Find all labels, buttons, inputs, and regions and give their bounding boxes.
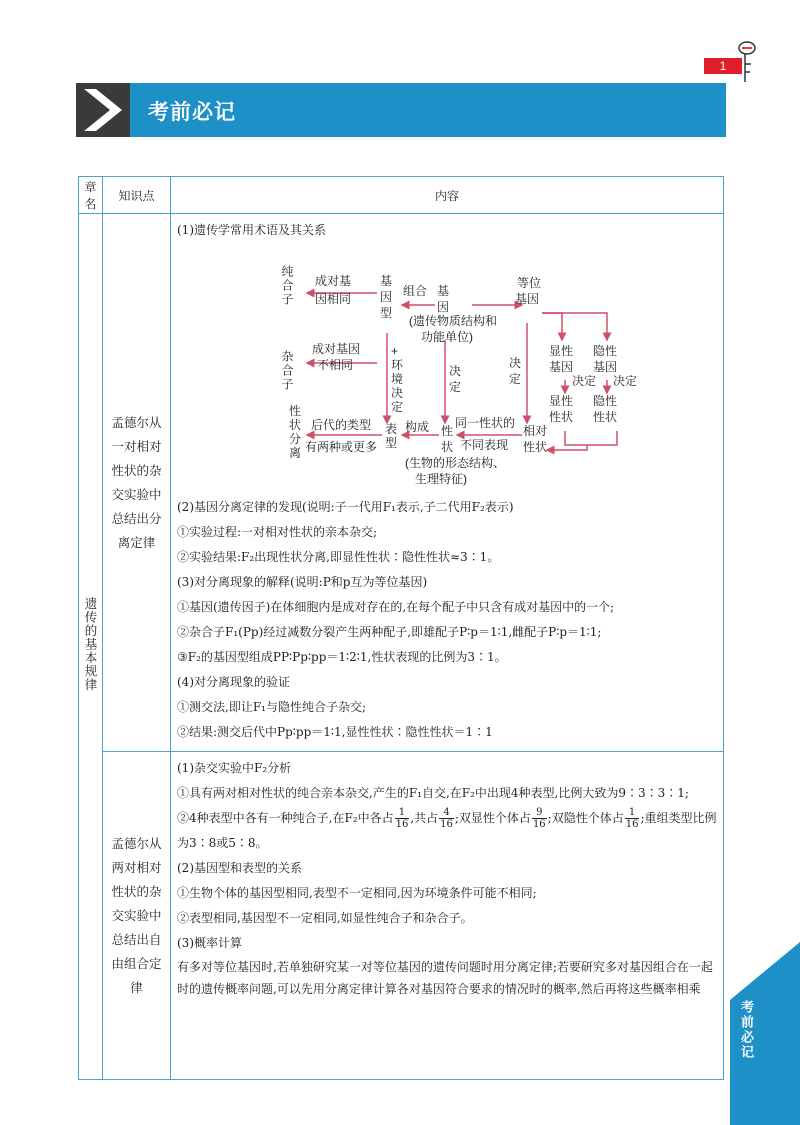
- header-content: 内容: [171, 177, 724, 214]
- denominator: 16: [395, 819, 409, 830]
- text-line: (3)概率计算: [177, 936, 242, 950]
- knowledge-point-2: [103, 752, 171, 1080]
- numerator: 9: [532, 807, 547, 819]
- diag-offspring-1: 后代的类型: [311, 418, 372, 432]
- diag-env-3: 境: [391, 372, 404, 386]
- text-span: ;双显性个体占: [454, 811, 531, 825]
- text-line: ②结果:测交后代中Pp∶pp＝1∶1,显性性状∶隐性性状＝1∶1: [177, 725, 493, 739]
- text-line: ②杂合子F₁(Pp)经过减数分裂产生两种配子,即雄配子P∶p＝1∶1,雌配子P∶p＝1∶1;: [177, 625, 602, 639]
- text-line: ③F₂的基因型组成PP∶Pp∶pp＝1∶2∶1,性状表现的比例为3∶1。: [177, 650, 507, 664]
- diag-hetero: 杂合子: [280, 350, 294, 392]
- text-span: ;双隐性个体占: [547, 811, 624, 825]
- diag-env-2: 环: [391, 358, 404, 372]
- diag-combine: 组合: [403, 284, 428, 298]
- diag-dom-gene-1: 显性: [549, 344, 574, 358]
- diag-gene-2: 因: [437, 300, 450, 314]
- chapter-name: 遗传的基本规律: [83, 597, 98, 692]
- diag-allele-2: 基因: [515, 292, 540, 306]
- diag-decide-left-1: 决: [449, 364, 462, 378]
- text-span: ;重组类型比例为3∶8或5∶8。: [177, 811, 717, 850]
- diag-gene-note-1: (遗传物质结构和: [409, 314, 497, 328]
- diag-decide-left-2: 定: [449, 380, 462, 394]
- header-knowledge: 知识点: [103, 177, 171, 214]
- page-title: 考前必记: [148, 100, 236, 124]
- diag-relative-2: 性状: [523, 440, 548, 454]
- chevron-right-icon: [76, 83, 130, 137]
- diag-dom-trait-1: 显性: [549, 394, 574, 408]
- denominator: 16: [625, 819, 639, 830]
- diag-compose: 构成: [405, 420, 430, 434]
- diag-same-pair-1: 成对基: [315, 274, 352, 288]
- diag-seg-2: 状: [289, 418, 302, 432]
- diag-dom-gene-2: 基因: [549, 360, 574, 374]
- diag-env-1: +: [391, 344, 399, 358]
- diag-rec-trait-1: 隐性: [593, 394, 618, 408]
- diag-phenotype-1: 表: [385, 422, 398, 436]
- text-line: (2)基因型和表型的关系: [177, 861, 302, 875]
- diag-same-pair-2: 因相同: [315, 292, 352, 306]
- text-line-fractions: [177, 806, 717, 856]
- diag-decide-a-2: 定: [584, 374, 597, 388]
- diag-rec-gene-1: 隐性: [593, 344, 618, 358]
- diag-trait-1: 性: [441, 424, 454, 438]
- diag-gene-1: 基: [437, 284, 450, 298]
- diag-rec-gene-2: 基因: [593, 360, 618, 374]
- diag-env-4: 决: [391, 386, 404, 400]
- diag-allele-1: 等位: [517, 276, 542, 290]
- text-line: ②表型相同,基因型不一定相同,如显性纯合子和杂合子。: [177, 911, 473, 925]
- header-chapter: 章名: [79, 177, 103, 214]
- side-tab-label: 考前必记: [738, 1000, 753, 1060]
- diag-rec-trait-2: 性状: [593, 410, 618, 424]
- heading-terms: (1)遗传学常用术语及其关系: [177, 223, 326, 237]
- diag-genotype-2: 因: [380, 290, 393, 304]
- diag-trait-note-1: (生物的形态结构、: [405, 456, 505, 470]
- text-span: ,共占: [410, 811, 439, 825]
- diag-genotype-3: 型: [380, 306, 393, 320]
- knowledge-point-text: 孟德尔从一对相对性状的杂交实验中总结出分离定律: [111, 414, 162, 550]
- text-line: ②实验结果:F₂出现性状分离,即显性性状∶隐性性状≈3∶1。: [177, 550, 500, 564]
- diag-decide-right-1: 决: [509, 356, 522, 370]
- diag-gene-note-2: 功能单位): [421, 330, 473, 344]
- fraction: [439, 807, 454, 830]
- knowledge-point-text: 孟德尔从两对相对性状的杂交实验中总结出自由组合定律: [111, 835, 162, 995]
- text-line: (1)杂交实验中F₂分析: [177, 761, 292, 775]
- text-line: 有多对等位基因时,若单独研究某一对等位基因的遗传问题时用分离定律;若要研究多对基因组合在一起时的遗传概率问题,可以先用分离定律计算各对基因符合要求的情况时的概率,然后再将这些概率相乘: [177, 960, 713, 996]
- text-span: ②4种表型中各有一种纯合子,在F₂中各占: [177, 811, 394, 825]
- text-line: ①实验过程:一对相对性状的亲本杂交;: [177, 525, 378, 539]
- text-line: (2)基因分离定律的发现(说明:子一代用F₁表示,子二代用F₂表示): [177, 500, 514, 514]
- content-table: [78, 176, 724, 1080]
- fraction: [395, 807, 410, 830]
- diag-decide-a-1: 决: [572, 374, 585, 388]
- diag-decide-right-2: 定: [509, 372, 522, 386]
- diag-seg-4: 离: [289, 446, 302, 460]
- text-line: (4)对分离现象的验证: [177, 675, 290, 689]
- diag-diff-pair-2: 不相同: [317, 358, 354, 372]
- diag-genotype-1: 基: [380, 274, 393, 288]
- fraction: [532, 807, 547, 830]
- diag-seg-1: 性: [289, 404, 302, 418]
- content-cell-2: [171, 752, 724, 1080]
- diag-env-5: 定: [391, 400, 404, 414]
- diag-trait-2: 状: [441, 440, 454, 454]
- header-chevron: [76, 83, 130, 137]
- knowledge-point-1: [103, 214, 171, 752]
- fraction: [625, 807, 640, 830]
- diag-seg-3: 分: [289, 432, 302, 446]
- numerator: 4: [439, 807, 454, 819]
- diag-diff-show: 不同表现: [460, 438, 509, 452]
- diag-decide-b-2: 定: [625, 374, 638, 388]
- text-line: ①基因(遗传因子)在体细胞内是成对存在的,在每个配子中只含有成对基因中的一个;: [177, 600, 615, 614]
- diag-dom-trait-2: 性状: [549, 410, 574, 424]
- text-line: ①生物个体的基因型相同,表型不一定相同,因为环境条件可能不相同;: [177, 886, 537, 900]
- diag-diff-pair-1: 成对基因: [312, 342, 361, 356]
- numerator: 1: [395, 807, 410, 819]
- terms-diagram: [177, 245, 717, 495]
- denominator: 16: [440, 819, 453, 830]
- diag-trait-note-2: 生理特征): [415, 472, 467, 486]
- text-line: (3)对分离现象的解释(说明:P和p互为等位基因): [177, 575, 428, 589]
- diag-same-trait: 同一性状的: [455, 416, 516, 430]
- chapter-cell: [79, 214, 103, 1080]
- content-cell-1: [171, 214, 724, 752]
- numerator: 1: [625, 807, 640, 819]
- denominator: 16: [532, 819, 546, 830]
- diag-decide-b-1: 决: [613, 374, 626, 388]
- diag-pure: 纯合子: [280, 265, 294, 307]
- diag-relative-1: 相对: [523, 424, 548, 438]
- terms-diagram-svg: [177, 245, 707, 495]
- page-number: 1: [704, 58, 742, 74]
- diag-offspring-2: 有两种或更多: [305, 440, 378, 454]
- text-line: ①具有两对相对性状的纯合亲本杂交,产生的F₁自交,在F₂中出现4种表型,比例大致为9∶3∶3∶1;: [177, 786, 689, 800]
- text-line: ①测交法,即让F₁与隐性纯合子杂交;: [177, 700, 366, 714]
- diag-phenotype-2: 型: [385, 436, 398, 450]
